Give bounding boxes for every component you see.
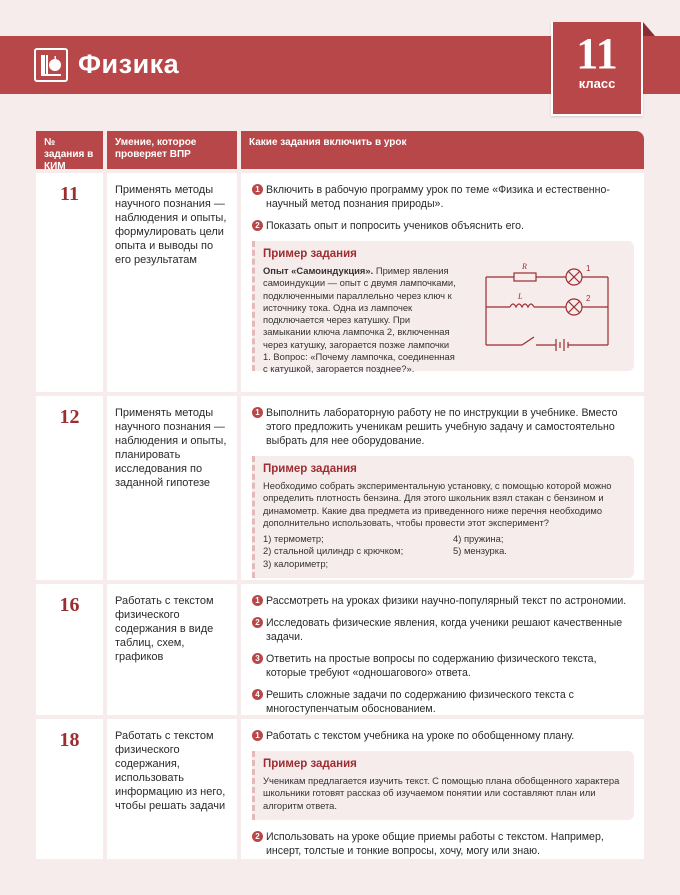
task-number: 11	[60, 183, 79, 205]
self-induction-circuit-diagram	[474, 259, 624, 359]
example-title: Пример задания	[263, 463, 357, 475]
task-number-cell	[36, 396, 103, 580]
skill-cell: Применять методы научного познания — наблюдения и опыты, формулировать цели опыта и выводы по его результатам	[107, 173, 237, 392]
lesson-tasks-cell	[241, 584, 644, 715]
skill-cell: Применять методы научного познания — наблюдения и опыты, планировать исследования по заданной гипотезе	[107, 396, 237, 580]
task-number: 16	[59, 594, 80, 616]
list-item: 1 Работать с текстом учебника на уроке по обобщенному плану.	[252, 729, 634, 743]
grade-number: 11	[576, 29, 618, 78]
task-number-cell	[36, 584, 103, 715]
example-text: Необходимо собрать экспериментальную установку, с помощью которой можно определить плотность бензина. Для этого школьник взял стакан с бензином и динамометр. Какие два предмета из приведенного ниже перечня необходимо дополнительно использовать, чтобы провести этот эксперимент?	[263, 480, 612, 528]
number-2-icon: 2	[252, 617, 263, 628]
svg-text:1: 1	[586, 264, 591, 273]
example-text: Опыт «Самоиндукция». Пример явления самоиндукции — опыт с двумя лампочками, подключенными параллельно через ключ к источнику тока. Одна из лампочек подключается через катушку. При замыкании ключа лампочка 2, включенная через катушку, загорается позже лампочки 1. Вопрос: «Почему лампочка, соединенная с катушкой, загорается позднее?».	[263, 265, 456, 375]
grade-badge-fold	[643, 22, 655, 36]
skill-cell: Работать с текстом физического содержания, использовать информацию из него, чтобы решать задачи	[107, 719, 237, 859]
lesson-tasks-cell	[241, 719, 644, 859]
task-number: 18	[59, 729, 80, 751]
example-title: Пример задания	[263, 248, 357, 260]
skill-cell: Работать с текстом физического содержания в виде таблиц, схем, графиков	[107, 584, 237, 715]
answer-options	[263, 533, 624, 570]
lesson-tasks-cell	[241, 173, 644, 392]
list-item: 2 Показать опыт и попросить учеников объяснить его.	[252, 219, 634, 233]
svg-text:L: L	[518, 292, 523, 301]
book-apple-logo-icon	[34, 48, 68, 82]
column-header-skill: Умение, которое проверяет ВПР	[107, 131, 237, 169]
example-box	[252, 456, 634, 578]
list-item: 1 Выполнить лабораторную работу не по инструкции в учебнике. Вместо этого предложить ученикам решить учебную задачу и самостоятельно выбрать для нее оборудование.	[252, 406, 634, 448]
answer-option: 5) мензурка.	[453, 545, 507, 557]
number-3-icon: 3	[252, 653, 263, 664]
task-number-cell	[36, 173, 103, 392]
number-1-icon: 1	[252, 184, 263, 195]
number-1-icon: 1	[252, 595, 263, 606]
number-1-icon: 1	[252, 407, 263, 418]
lesson-tasks-cell	[241, 396, 644, 580]
number-1-icon: 1	[252, 730, 263, 741]
task-number: 12	[59, 406, 80, 428]
list-item: 2 Использовать на уроке общие приемы работы с текстом. Например, инсерт, толстые и тонкие вопросы, хочу, могу или знаю.	[252, 830, 634, 858]
table-row	[36, 584, 644, 715]
list-item: 1 Включить в рабочую программу урок по теме «Физика и естественно-научный метод познания природы».	[252, 183, 634, 211]
grade-word: класс	[578, 76, 616, 91]
answer-option: 1) термометр;	[263, 533, 324, 545]
subject-title: Физика	[78, 49, 180, 79]
svg-text:R: R	[522, 262, 527, 271]
table-row	[36, 719, 644, 859]
table-row	[36, 173, 644, 392]
list-item: 2 Исследовать физические явления, когда ученики решают качественные задачи.	[252, 616, 634, 644]
example-title: Пример задания	[263, 758, 357, 770]
experiment-name: Опыт «Самоиндукция».	[263, 265, 374, 276]
column-header-task-number: № задания в КИМ	[36, 131, 103, 169]
example-box	[252, 241, 634, 375]
answer-option: 3) калориметр;	[263, 557, 329, 569]
example-box	[252, 751, 634, 820]
number-4-icon: 4	[252, 689, 263, 700]
svg-text:2: 2	[586, 294, 591, 303]
table-row	[36, 396, 644, 580]
list-item: 1 Рассмотреть на уроках физики научно-популярный текст по астрономии.	[252, 594, 634, 608]
column-header-lesson-tasks: Какие задания включить в урок	[241, 131, 644, 169]
list-item: 3 Ответить на простые вопросы по содержанию физического текста, которые требуют «одношагового» ответа.	[252, 652, 634, 680]
grade-badge	[551, 22, 643, 116]
task-number-cell	[36, 719, 103, 859]
number-2-icon: 2	[252, 220, 263, 231]
number-2-icon: 2	[252, 831, 263, 842]
example-text: Ученикам предлагается изучить текст. С помощью плана обобщенного характера школьники готовят рассказ об изучаемом понятии или составляют план или алгоритм ответа.	[263, 775, 620, 811]
list-item: 4 Решить сложные задачи по содержанию физического текста с многоступенчатым обоснованием.	[252, 688, 634, 716]
answer-option: 4) пружина;	[453, 533, 504, 545]
answer-option: 2) стальной цилиндр с крючком;	[263, 545, 404, 557]
